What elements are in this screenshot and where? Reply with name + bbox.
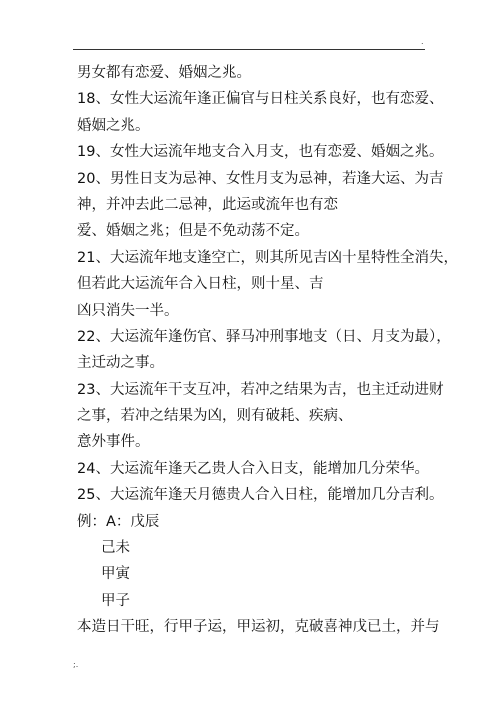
text-line: 22、大运流年逢伤官、驿马冲刑事地支（日、月支为最）， [77,328,451,345]
text-line: 19、女性大运流年地支合入月支，也有恋爱、婚姻之兆。 [77,144,444,161]
text-line: 本造日干旺，行甲子运，甲运初，克破喜神戊已土，并与 [77,619,440,636]
text-line: 甲寅 [101,566,130,583]
text-line: 23、大运流年干支互冲，若冲之结果为吉，也主迁动进财 [77,381,444,398]
text-line: 之事，若冲之结果为凶，则有破耗、疾病、 [77,408,353,425]
text-line: 男女都有恋爱、婚姻之兆。 [77,65,251,81]
header-mark: . [421,37,424,46]
footer-mark: ;. [73,660,79,669]
text-line: 24、大运流年逢天乙贵人合入日支，能增加几分荣华。 [77,460,429,477]
header-rule [73,49,425,50]
text-line: 婚姻之兆。 [77,117,150,134]
text-line: 己未 [101,540,130,557]
text-line: 18、女性大运流年逢正偏官与日柱关系良好，也有恋爱、 [77,91,444,108]
text-line: 甲子 [101,592,130,609]
text-line: 但若此大运流年合入日柱，则十星、吉 [77,276,324,293]
text-line: 爱、婚姻之兆；但是不免动荡不定。 [77,223,309,240]
text-line: 主迁动之事。 [77,355,164,372]
text-line: 21、大运流年地支逢空亡，则其所见吉凶十星特性全消失， [77,249,458,266]
text-line: 神，并冲去此二忌神，此运或流年也有恋 [77,196,338,213]
text-line: 25、大运流年逢天月德贵人合入日柱，能增加几分吉利。 [77,487,444,504]
document-body [77,60,458,641]
text-line: 例：A：戊辰 [77,513,160,530]
text-line: 凶只消失一半。 [77,302,179,319]
text-line: 意外事件。 [77,434,150,451]
text-line: 20、男性日支为忌神、女性月支为忌神，若逢大运、为吉 [77,170,444,187]
